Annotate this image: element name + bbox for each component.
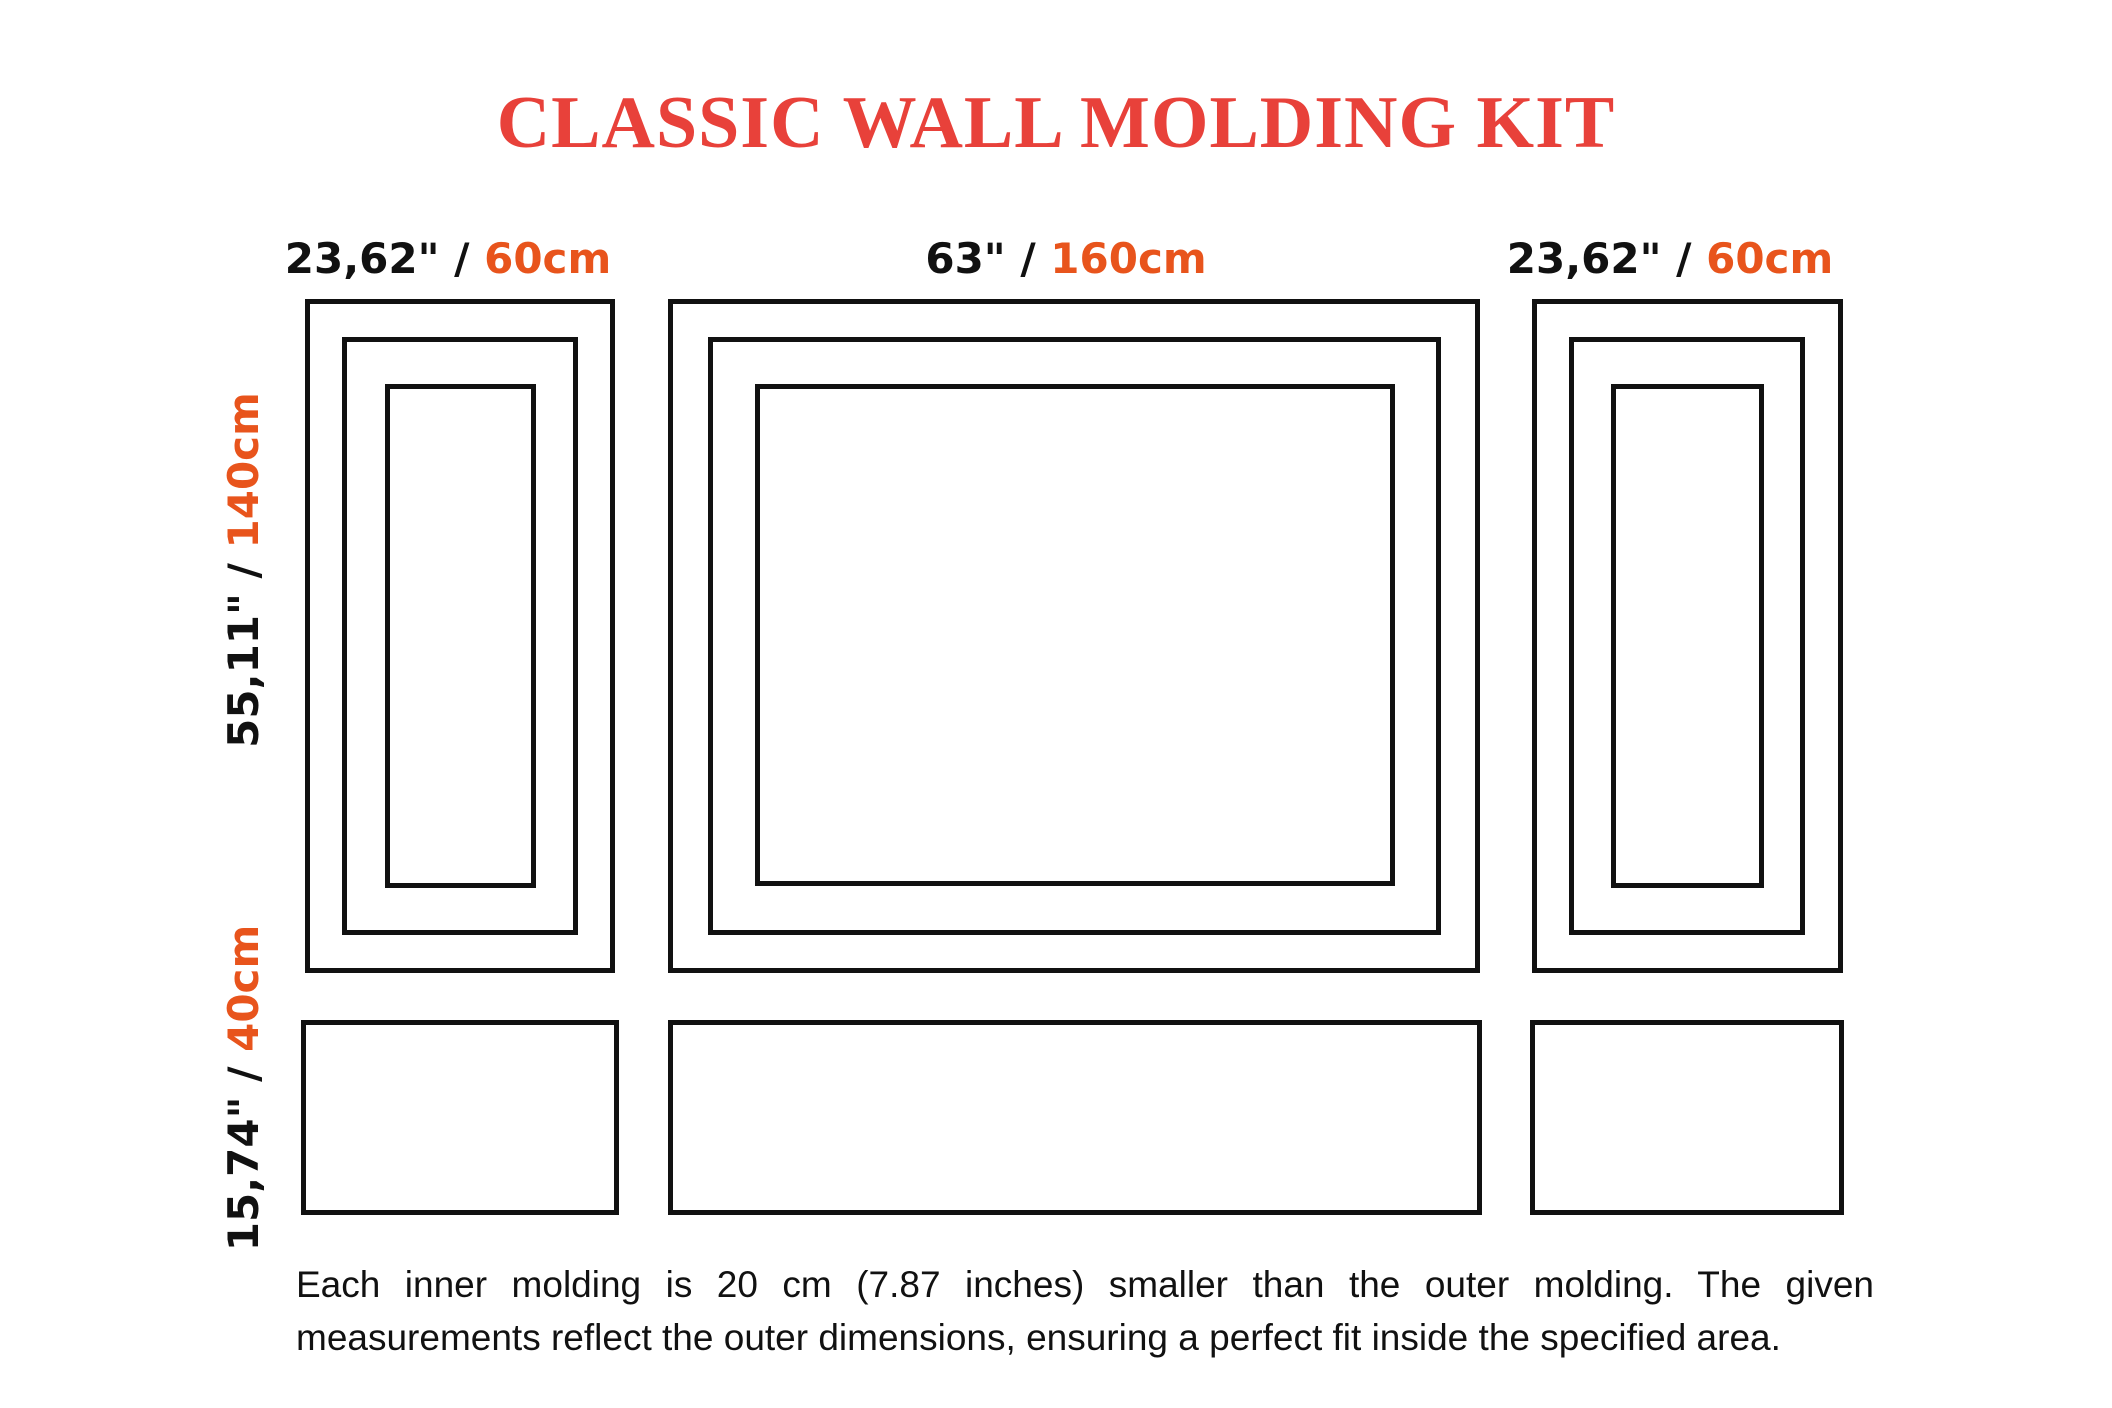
lower-height-imperial: 15,74"	[219, 1096, 268, 1252]
right-lower-molding	[1530, 1020, 1844, 1215]
left-width-dimension	[285, 234, 611, 284]
left-width-imperial: 23,62"	[284, 234, 440, 283]
center-width-dimension	[925, 234, 1206, 284]
right-width-imperial: 23,62"	[1506, 234, 1662, 283]
left-lower-molding	[301, 1020, 619, 1215]
lower-height-metric: 40cm	[219, 924, 268, 1052]
center-width-separator: /	[1005, 234, 1051, 283]
lower-height-separator: /	[219, 1051, 268, 1097]
upper-height-metric: 140cm	[219, 392, 268, 549]
center-lower-molding	[668, 1020, 1482, 1215]
upper-height-imperial: 55,11"	[219, 593, 268, 748]
upper-height-dimension	[219, 392, 269, 748]
upper-height-separator: /	[219, 548, 268, 594]
diagram-title: CLASSIC WALL MOLDING KIT	[496, 82, 1616, 164]
right-upper-inner-molding	[1611, 384, 1764, 888]
lower-height-dimension	[219, 925, 269, 1251]
right-width-metric: 60cm	[1706, 234, 1834, 283]
center-width-metric: 160cm	[1050, 234, 1207, 283]
right-width-separator: /	[1661, 234, 1707, 283]
left-width-metric: 60cm	[484, 234, 612, 283]
molding-note: Each inner molding is 20 cm (7.87 inches) smaller than the outer molding. The given measurements reflect the outer dimensions, ensuring a perfect fit inside the specified area.	[296, 1264, 1874, 1358]
center-width-imperial: 63"	[925, 234, 1006, 283]
center-upper-inner-molding	[755, 384, 1395, 886]
right-width-dimension	[1507, 234, 1833, 284]
left-width-separator: /	[439, 234, 485, 283]
left-upper-inner-molding	[385, 384, 536, 888]
